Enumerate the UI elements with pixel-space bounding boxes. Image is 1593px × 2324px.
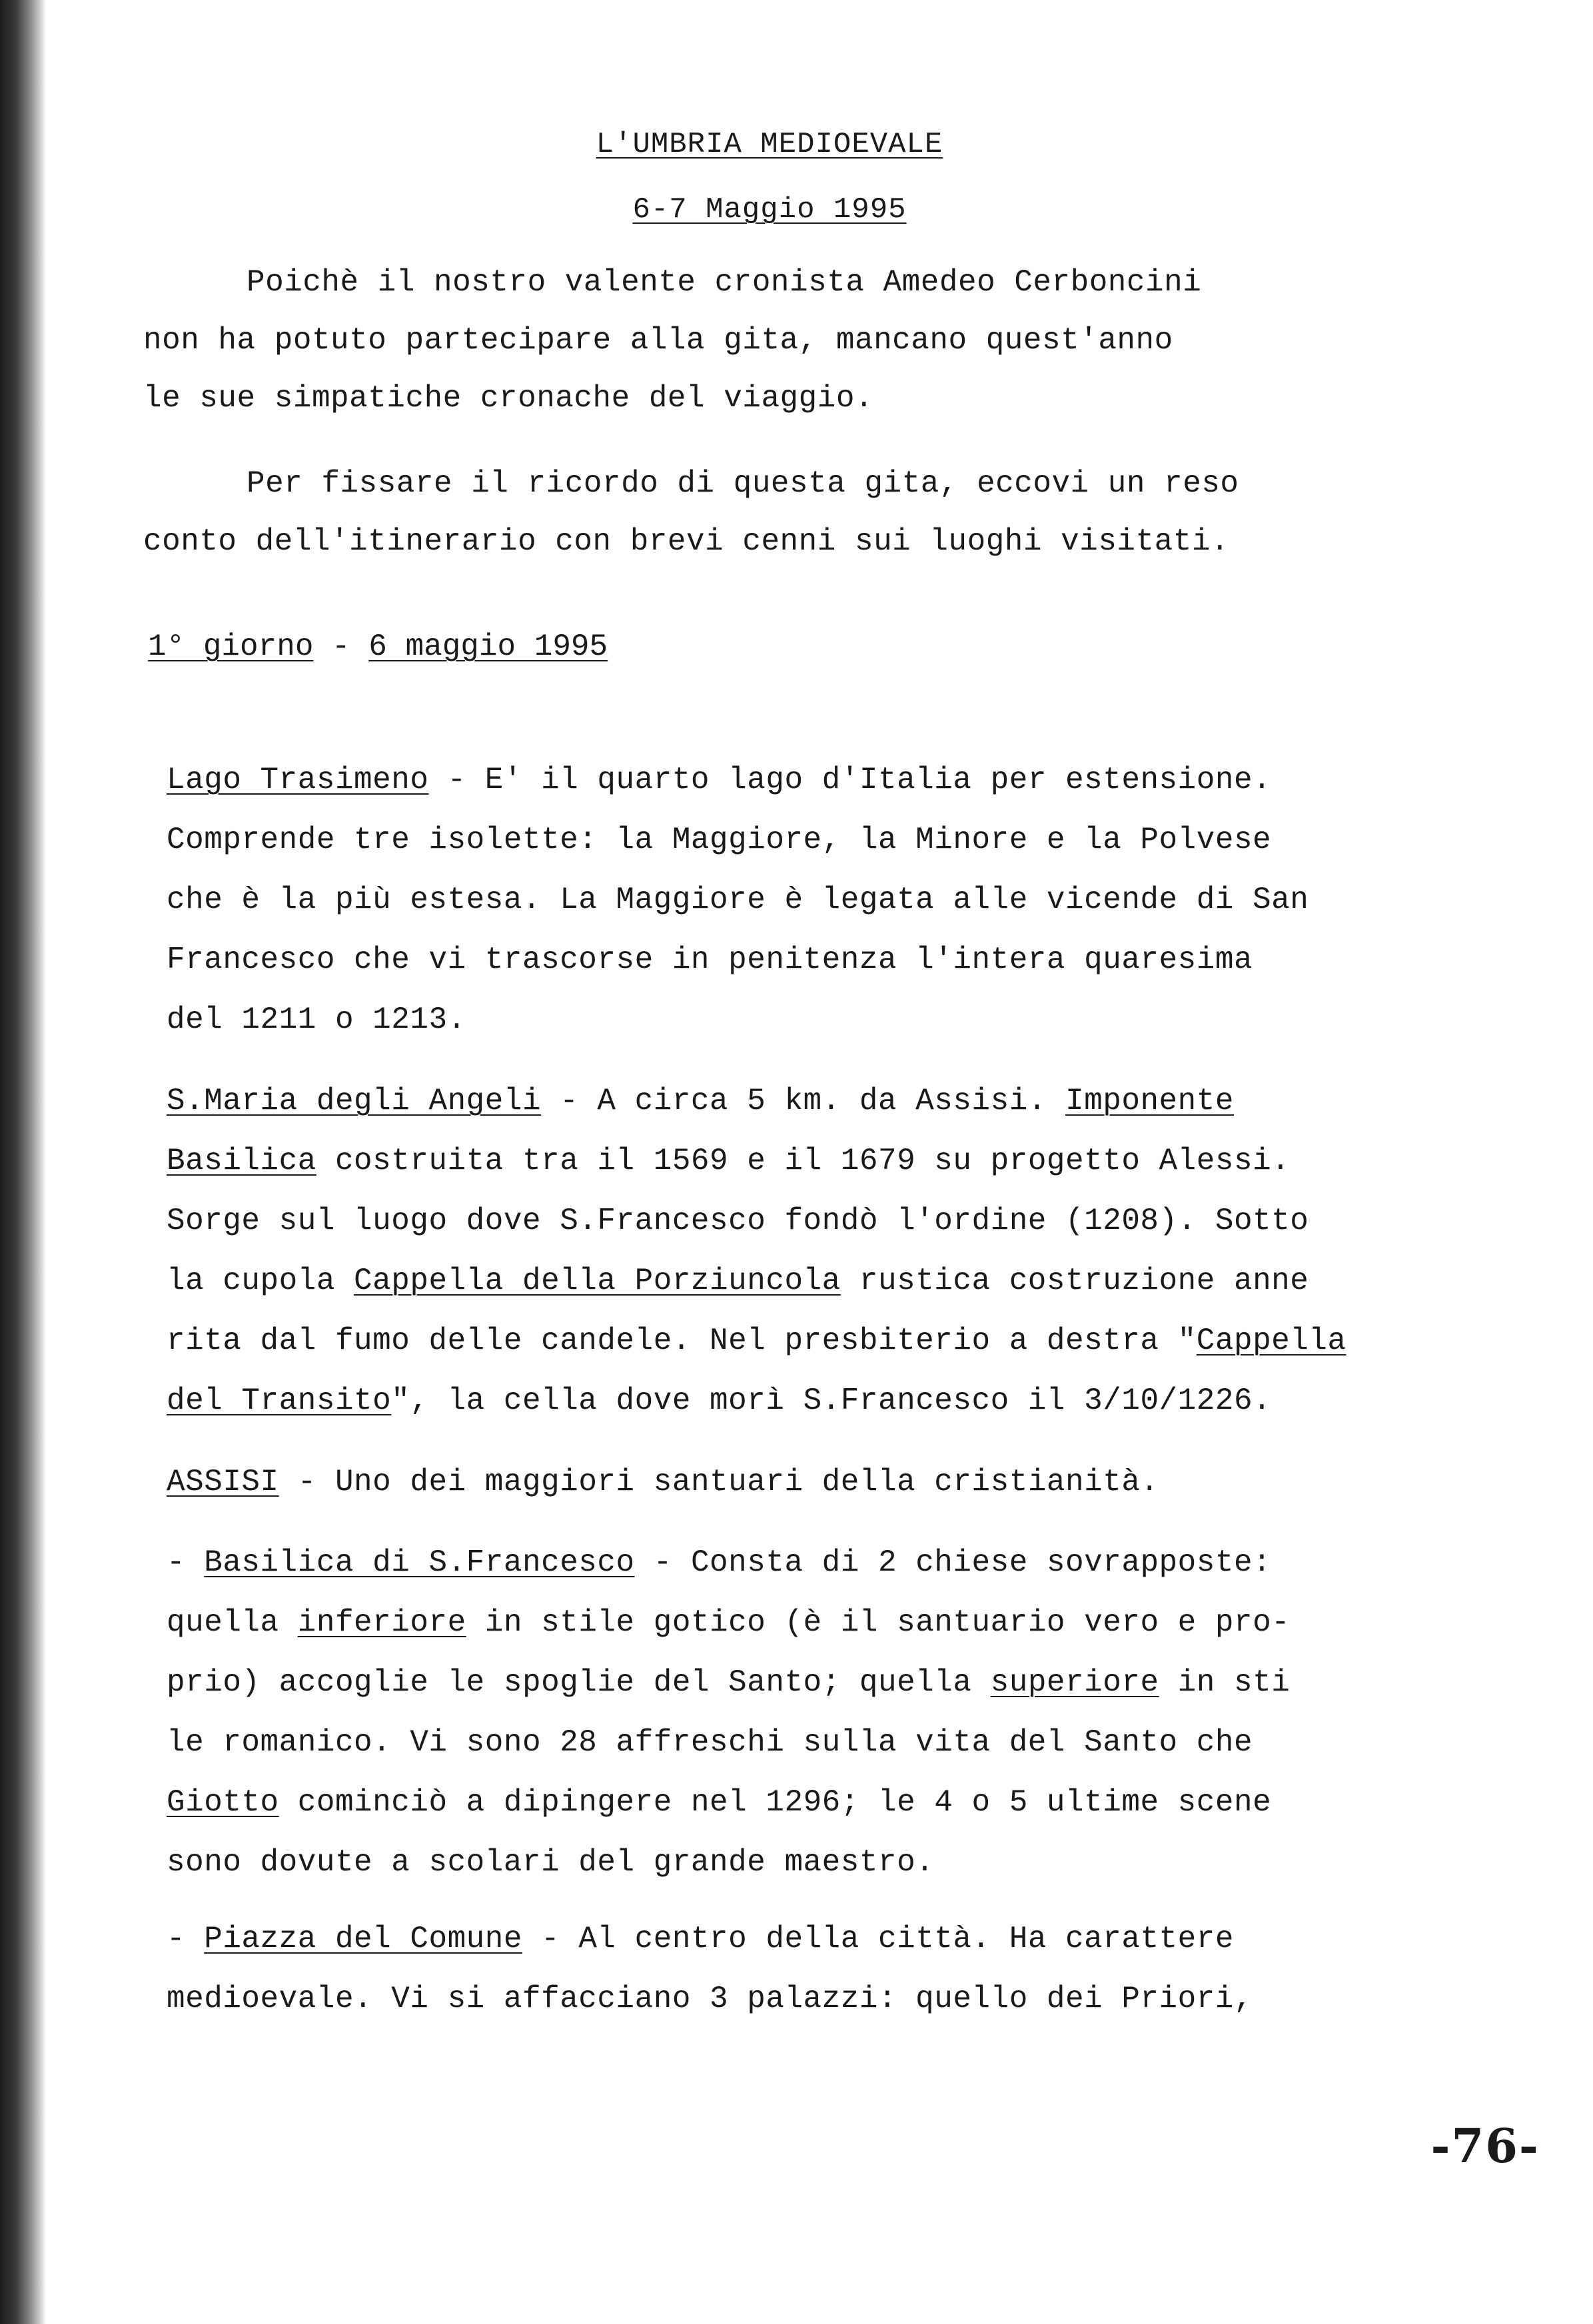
intro-line: Per fissare il ricordo di questa gita, eccovi un reso (247, 466, 1239, 501)
basilica-text: quella (167, 1605, 298, 1640)
document-date (0, 193, 1539, 226)
santamaria-text: rita dal fumo delle candele. Nel presbiterio a destra " (167, 1324, 1197, 1358)
santamaria-line (167, 1264, 1309, 1298)
piazza-dash: - (167, 1922, 205, 1956)
piazza-line (167, 1922, 1234, 1956)
piazza-term: Piazza del Comune (204, 1922, 522, 1956)
day-date: 6 maggio 1995 (368, 629, 608, 664)
piazza-text: - Al centro della città. Ha carattere (522, 1922, 1234, 1956)
lago-line: che è la più estesa. La Maggiore è legata alle vicende di San (167, 883, 1309, 917)
lago-term: Lago Trasimeno (167, 763, 429, 797)
intro-line: Poichè il nostro valente cronista Amedeo Cerboncini (247, 265, 1202, 300)
intro-line: le sue simpatiche cronache del viaggio. (143, 381, 874, 416)
piazza-line: medioevale. Vi si affacciano 3 palazzi: quello dei Priori, (167, 1982, 1253, 2016)
transito-term: del Transito (167, 1383, 392, 1418)
giotto-term: Giotto (167, 1785, 279, 1820)
santamaria-term: S.Maria degli Angeli (167, 1084, 542, 1118)
basilica-term: Basilica di S.Francesco (204, 1545, 635, 1580)
basilica-dash: - (167, 1545, 205, 1580)
title-text: L'UMBRIA MEDIOEVALE (596, 128, 943, 161)
basilica-line: le romanico. Vi sono 28 affreschi sulla vita del Santo che (167, 1725, 1253, 1760)
lago-line (167, 763, 1271, 797)
page-number: -76- (1430, 2118, 1540, 2173)
lago-line: Comprende tre isolette: la Maggiore, la Minore e la Polvese (167, 823, 1272, 857)
basilica-line: sono dovute a scolari del grande maestro. (167, 1845, 935, 1880)
santamaria-text: ", la cella dove morì S.Francesco il 3/10/1226. (391, 1383, 1272, 1418)
santamaria-line: Sorge sul luogo dove S.Francesco fondò l'ordine (1208). Sotto (167, 1204, 1309, 1238)
assisi-text: - Uno dei maggiori santuari della cristianità. (278, 1465, 1159, 1499)
day-label: 1° giorno (148, 629, 314, 664)
transito-term: Cappella (1196, 1324, 1346, 1358)
intro-line: non ha potuto partecipare alla gita, mancano quest'anno (143, 323, 1173, 358)
santamaria-underlined: Imponente (1065, 1084, 1234, 1118)
day-separator: - (313, 629, 369, 664)
lago-line: Francesco che vi trascorse in penitenza l'intera quaresima (167, 943, 1253, 977)
santamaria-text: la cupola (167, 1264, 354, 1298)
day-heading (148, 629, 608, 664)
assisi-line (167, 1465, 1159, 1499)
basilica-line (167, 1545, 1271, 1580)
basilica-line (167, 1665, 1290, 1700)
basilica-line (167, 1605, 1290, 1640)
date-text: 6-7 Maggio 1995 (632, 193, 907, 226)
lago-line: del 1211 o 1213. (167, 1002, 466, 1037)
basilica-text: - Consta di 2 chiese sovrapposte: (634, 1545, 1272, 1580)
intro-line: conto dell'itinerario con brevi cenni sui luoghi visitati. (143, 524, 1230, 559)
santamaria-line (167, 1144, 1290, 1178)
basilica-text: in stile gotico (è il santuario vero e pro- (466, 1605, 1291, 1640)
inferiore-term: inferiore (297, 1605, 466, 1640)
basilica-line (167, 1785, 1271, 1820)
santamaria-line (167, 1383, 1271, 1418)
basilica-text: in sti (1159, 1665, 1291, 1700)
assisi-term: ASSISI (167, 1465, 279, 1499)
basilica-text: prio) accoglie le spoglie del Santo; quella (167, 1665, 991, 1700)
santamaria-text: costruita tra il 1569 e il 1679 su progetto Alessi. (316, 1144, 1291, 1178)
santamaria-text: rustica costruzione anne (840, 1264, 1309, 1298)
santamaria-underlined: Basilica (167, 1144, 316, 1178)
santamaria-text: - A circa 5 km. da Assisi. (541, 1084, 1066, 1118)
basilica-text: cominciò a dipingere nel 1296; le 4 o 5 ultime scene (278, 1785, 1272, 1820)
santamaria-line (167, 1324, 1346, 1358)
porziuncola-term: Cappella della Porziuncola (354, 1264, 841, 1298)
document-title (0, 128, 1539, 161)
lago-text: - E' il quarto lago d'Italia per estensione. (428, 763, 1272, 797)
superiore-term: superiore (990, 1665, 1159, 1700)
santamaria-line (167, 1084, 1234, 1118)
